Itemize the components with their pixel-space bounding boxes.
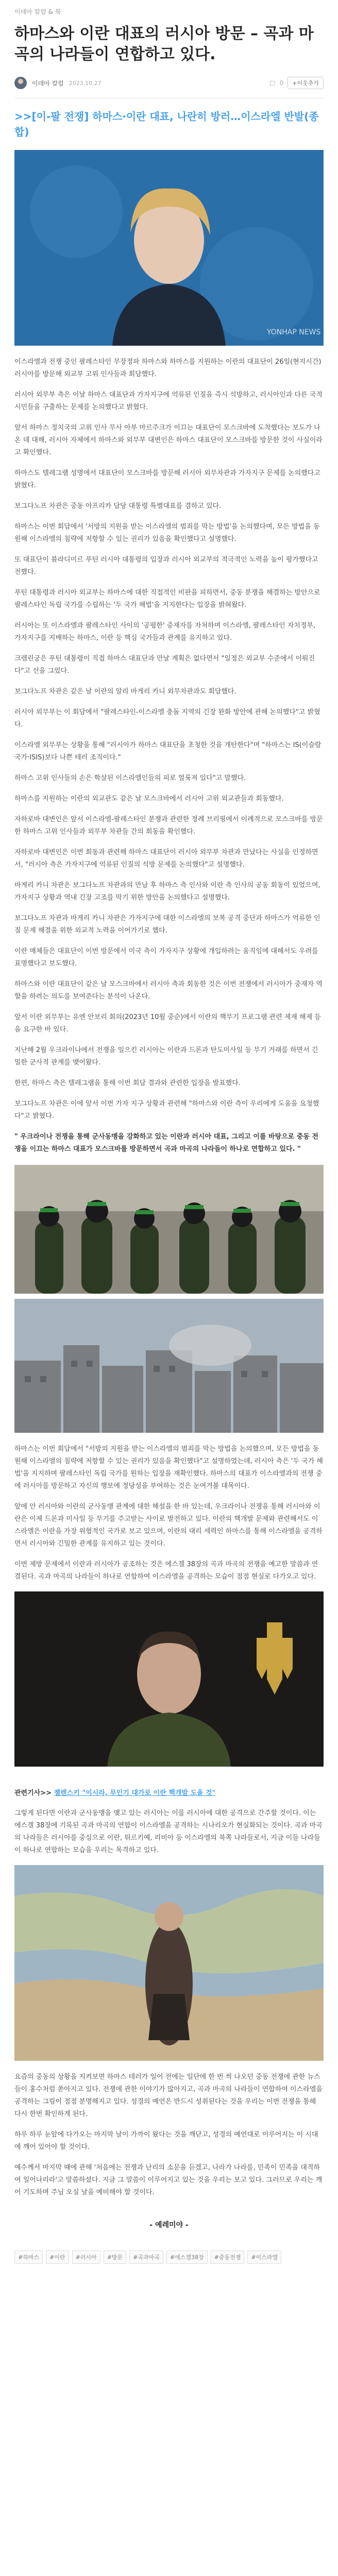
paragraph: 또 대표단이 블라디미르 푸틴 러시아 대통령의 입장과 러시아 외교부의 적극적인 노력을 높이 평가했다고 전했다. bbox=[14, 556, 318, 576]
image-credit: YONHAP NEWS bbox=[267, 328, 321, 336]
paragraph: 하마스는 이번 회담에서 "서방의 지원을 받는 이스라엘의 범죄를 막는 방법을 논의했으며, 모든 방법을 동원해 이스라엘의 침략에 저항할 수 있는 권리가 있음을 확인했다"고 설명하였는데, 러시아 측은 '두 국가 해법'을 지지하며 팔레스타인 독립 국가를 원하는 입장을 재확인했다. 하마스의 대표가 이스라엘과의 전쟁 중에 러시아를 방문하고 자신의 행보에 정당성을 부여하는 것은 눈여겨볼 대목이다. bbox=[14, 1445, 323, 1490]
article-body-1 bbox=[14, 356, 324, 1123]
tag-item[interactable]: #곡과마곡 bbox=[129, 2250, 163, 2264]
paragraph: 하마스는 이번 회담에서 '서방의 지원을 받는 이스라엘의 범죄를 막는 방법'을 논의했다며, 모든 방법을 동원해 이스라엘의 침략에 저항할 수 있는 권리가 있음을 확인했다고 설명했다. bbox=[14, 523, 320, 543]
paragraph: 이스라엘 외무부는 상황을 통해 "러시아가 하마스 대표단을 초청한 것을 개탄한다"며 "하마스는 IS(이슬람국가·ISIS)보다 나쁜 테러 조직이다." bbox=[14, 741, 322, 761]
paragraph: 보그다노프 차관은 이에 앞서 이번 가자 지구 상황과 관련해 "하마스와 이란 측이 우리에게 도움을 요청했다"고 밝혔다. bbox=[14, 1100, 319, 1120]
post-category[interactable]: 이데아 칼럼 & 북 bbox=[14, 8, 61, 15]
paragraph: 앞서 하마스 정치국의 고위 인사 무사 아부 마르주크가 이끄는 대표단이 모스크바에 도착했다는 보도가 나온 데 대해, 러시아 자체에서 하마스와 외무부 대변인은 하마스 대표단이 모스크바를 방문한 것이 사실이라고 확인했다. bbox=[14, 424, 323, 456]
paragraph: 그렇게 된다면 이란과 군사동맹을 맺고 있는 러시아는 이를 러시아에 대한 공격으로 간주할 것이다. 이는 에스겔 38장에 기록된 곡과 마곡의 연합이 이스라엘을 공격하는 시나리오가 현실화되는 것이다. 곡과 마곡의 나라들은 러시아를 중심으로 이란, 튀르키예, 리비아 등 이스라엘의 북쪽 나라들로서, 지금 이들 나라들이 하나로 연합하는 모습을 우리는 목격하고 있다. bbox=[14, 1809, 323, 1854]
tag-item[interactable]: #이스라엘 bbox=[247, 2250, 281, 2264]
paragraph: 러시아 외무부는 이 회담에서 "팔레스타인-이스라엘 충돌 지역의 긴장 완화 방안에 관해 논의했다"고 밝혔다. bbox=[14, 708, 320, 728]
tag-list bbox=[14, 2250, 324, 2264]
paragraph: 자하로바 대변인은 이번 회동과 관련해 하마스 대표단이 러시아 외무부 차관과 만났다는 사실을 인정하면서, "러시아 측은 가자지구에 억류된 인질의 석방 문제를 논의했다"고 설명했다. bbox=[14, 849, 318, 869]
paragraph: 하마스를 지원하는 이란의 외교관도 같은 날 모스크바에서 러시아 고위 외교관들과 회동했다. bbox=[14, 795, 284, 803]
paragraph: 앞에 안 러시아와 이란의 군사동맹 관계에 대한 해설을 한 바 있는데, 우크라이나 전쟁을 통해 러시아와 이란은 이제 드론과 미사일 등 무기를 주고받는 사이로 발전하고 있다. 이란의 핵개발 문제와 관련해서도 이스라엘은 이란을 가장 위협적인 국가로 보고 있으며, 이란의 대리 세력인 하마스를 통해 이스라엘을 공격하면서 러시아와 긴밀한 관계를 유지하고 있는 것이다. bbox=[14, 1503, 323, 1548]
zelensky-photo bbox=[14, 1591, 324, 1767]
related-article bbox=[14, 1787, 324, 1797]
signature: - 예레미야 - bbox=[149, 2221, 189, 2229]
militants-photo bbox=[14, 1165, 324, 1294]
paragraph: 하마스와 이란 대표단이 같은 날 모스크바에서 러시아 측과 회동한 것은 이번 전쟁에서 러시아가 중재자 역할을 하려는 의도를 보여준다는 분석이 나온다. bbox=[14, 980, 323, 1001]
paragraph: 하마스도 텔레그램 성명에서 대표단이 모스크바를 방문해 러시아 외무차관과 가자지구 문제를 논의했다고 밝혔다. bbox=[14, 469, 320, 489]
comment-icon[interactable]: □ bbox=[269, 79, 276, 87]
article-body-2 bbox=[14, 1443, 324, 1583]
tag-item[interactable]: #이란 bbox=[46, 2250, 69, 2264]
article-body-3 bbox=[14, 1807, 324, 1857]
gaza-city-photo bbox=[14, 1299, 324, 1433]
paragraph: 러시아는 또 이스라엘과 팔레스타인 사이의 '공평한' 중재자를 자처하며 이스라엘, 팔레스타인 자치정부, 가자지구를 지배하는 하마스, 이란 등 핵심 국가들과 관계를 유지하고 있다. bbox=[14, 622, 316, 642]
meta-actions bbox=[269, 77, 324, 89]
paragraph: 하마스 고위 인사들의 손은 학살된 이스라엘인들의 피로 얼룩져 있다"고 말했다. bbox=[14, 774, 246, 782]
map-illustration bbox=[14, 1865, 324, 2061]
paragraph: 이스라엘과 전쟁 중인 팔레스타인 무장정파 하마스와 하마스를 지원하는 이란의 대표단이 26일(현지시간) 러시아를 방문해 외교부 고위 인사들과 회담했다. bbox=[14, 358, 322, 378]
paragraph: 푸틴 대통령과 러시아 외교부는 하마스에 대한 직접적인 비판을 피하면서, 중동 분쟁을 해결하는 방안으로 팔레스타인 독립 국가를 수립하는 '두 국가 해법'을 지지한다는 입장을 밝혀왔다. bbox=[14, 589, 320, 609]
paragraph: 요즘의 중동의 상황을 지켜보면 하마스 테러가 일어 전에는 일단에 한 번 씩 나오던 중동 전쟁에 관한 뉴스들이 홍수처럼 쏟아지고 있다. 전쟁에 관한 이야기가 많아지고, 곡과 마곡의 나라들이 연합하여 이스라엘을 공격하는 그림이 점점 분명해지고 있다. 성경의 예언은 반드시 성취된다는 것을 우리는 이번 전쟁을 통해 다시 한번 확인하게 된다. bbox=[14, 2073, 323, 2118]
paragraph: 자하로바 대변인은 앞서 이스라엘-팔레스타인 분쟁과 관련한 정례 브리핑에서 이례적으로 모스크바를 방문한 하마스 고위 인사들과 외무부 차관들 간의 회동을 확인했다. bbox=[14, 816, 323, 836]
paragraph: 이번 제방 문제에서 이란과 러시아가 공조하는 것은 에스겔 38장의 곡과 마곡의 전쟁을 예고한 말씀과 연결된다. 곡과 마곡의 나라들이 하나로 연합하여 이스라엘을 공격하는 모습이 점점 현실로 다가오고 있다. bbox=[14, 1561, 318, 1581]
author-name[interactable]: 이데아 칼럼 bbox=[32, 79, 64, 87]
author-avatar[interactable] bbox=[14, 77, 27, 89]
paragraph: 크렘린궁은 푸틴 대통령이 직접 하마스 대표단과 만날 계획은 없다면서 "일정은 외교부 수준에서 이뤄진다"고 선을 그었다. bbox=[14, 655, 315, 675]
tag-item[interactable]: #방문 bbox=[104, 2250, 126, 2264]
spokesperson-photo bbox=[14, 150, 324, 346]
post-date: 2023.10.27 bbox=[69, 79, 102, 87]
paragraph: 보그다노프 차관은 같은 날 이란의 알리 바게리 카니 외무차관과도 회담했다. bbox=[14, 688, 236, 696]
related-link[interactable]: 젤렌스키 "이시라, 무인기 대가로 이란 핵개발 도울 것" bbox=[54, 1789, 216, 1797]
paragraph: 러시아 외무부 측은 이날 하마스 대표단과 가자지구에 억류된 인질을 즉시 석방하고, 러시아인과 다른 국적 시민들을 구출하는 문제를 논의했다고 밝혔다. bbox=[14, 391, 323, 411]
add-neighbor-button[interactable]: +이웃추가 bbox=[288, 77, 324, 89]
pull-quote: " 우크라이나 전쟁을 통해 군사동맹을 강화하고 있는 이란과 러시아 대표, 그리고 이를 바탕으로 중동 전쟁을 이끄는 하마스 대표가 모스크바를 방문하면서 곡과 마곡의 나라들이 하나로 연합하고 있다. " bbox=[14, 1133, 318, 1153]
paragraph: 한편, 하마스 측은 텔레그램을 통해 이번 회담 결과와 관련한 입장을 발표했다. bbox=[14, 1079, 241, 1087]
tag-item[interactable]: #하마스 bbox=[14, 2250, 43, 2264]
paragraph: 이란 매체들은 대표단이 이번 방문에서 미국 측이 가자지구 상황에 개입하려는 움직임에 대해서도 우려를 표명했다고 보도했다. bbox=[14, 947, 318, 968]
paragraph: 예수께서 마지막 때에 관해 '처음에는 전쟁과 난리의 소문을 듣겠고, 나라가 나라를, 민족이 민족을 대적하여 일어나리라'고 말씀하셨다. 지금 그 말씀이 이루어지고 있는 것을 우리는 보고 있다. 그러므로 우리는 깨어 기도하며 주님 오실 날을 예비해야 할 것이다. bbox=[14, 2164, 323, 2196]
article-body-4 bbox=[14, 2071, 324, 2199]
tag-item[interactable]: #중동전쟁 bbox=[211, 2250, 245, 2264]
paragraph: 보그다노프 차관은 중동 아프리카 담당 대통령 특별대표를 겸하고 있다. bbox=[14, 502, 222, 510]
post-title: 하마스와 이란 대표의 러시아 방문 – 곡과 마곡의 나라들이 연합하고 있다. bbox=[14, 25, 314, 63]
related-label: 관련기사>> bbox=[14, 1789, 52, 1797]
paragraph: 지난해 2월 우크라이나에서 전쟁을 일으킨 러시아는 이란과 드론과 탄도미사일 등 무기 거래를 하면서 긴밀한 군사적 관계를 맺어왔다. bbox=[14, 1046, 318, 1066]
paragraph: 하루 하루 눈앞에 다가오는 마지막 날이 가까이 왔다는 것을 깨닫고, 성경의 예언대로 이루어지는 이 시대에 깨어 있어야 할 것이다. bbox=[14, 2131, 318, 2151]
paragraph: 바게리 카니 차관은 보그다노프 차관과의 만남 후 하마스 측 인사와 이란 측 인사의 공동 회동이 있었으며, 가자지구 상황과 역내 긴장 고조를 막기 위한 방안을 논의했다고 설명했다. bbox=[14, 882, 320, 902]
comment-count: 0 bbox=[279, 79, 284, 87]
tag-item[interactable]: #에스겔38장 bbox=[166, 2250, 208, 2264]
post-meta bbox=[14, 75, 324, 91]
paragraph: 보그다노프 차관과 바게리 카니 차관은 가자지구에 대한 이스라엘의 보복 공격 중단과 하마스가 억류한 인질 문제 해결을 위한 외교적 노력을 이어가기로 했다. bbox=[14, 914, 320, 935]
tag-item[interactable]: #러시아 bbox=[72, 2250, 100, 2264]
paragraph: 앞서 이란 외무부는 유엔 안보리 회의(2023년 10월 중순)에서 이란의 핵무기 프로그램 관련 제재 해제 등을 요구한 바 있다. bbox=[14, 1013, 321, 1033]
news-subtitle-link[interactable]: >>[이-팔 전쟁] 하마스·이란 대표, 나란히 방러…이스라엘 반발(종합) bbox=[14, 110, 319, 138]
